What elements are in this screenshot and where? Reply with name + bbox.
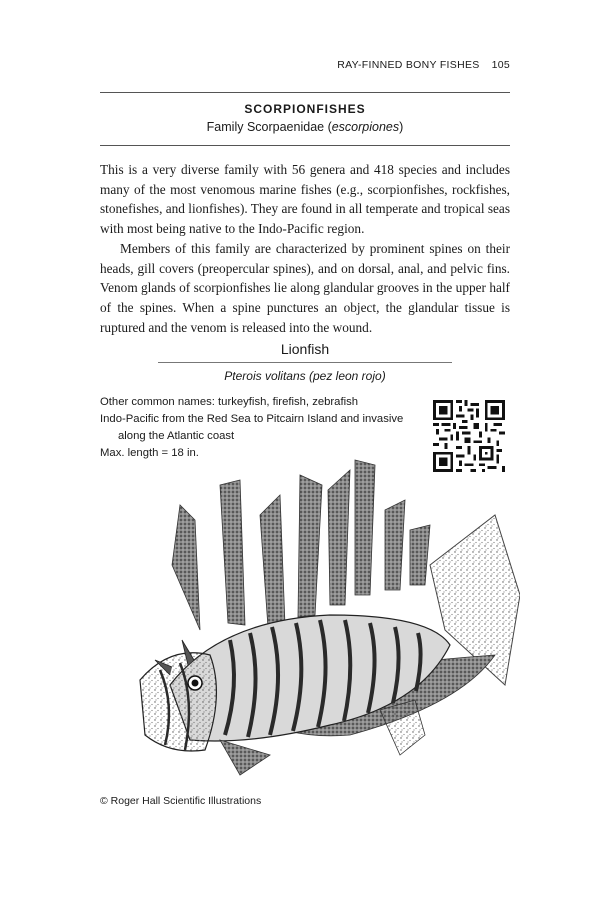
family-subtitle — [100, 120, 510, 134]
section-title: RAY-FINNED BONY FISHES — [337, 59, 480, 71]
running-head — [100, 59, 510, 71]
species-scientific-name: Pterois volitans (pez leon rojo) — [224, 369, 386, 383]
species-facts — [100, 394, 420, 462]
intro-paragraph-1: This is a very diverse family with 56 genera and 418 species and includes many of the most venomous marine fishes (e.g., scorpionfishes, rockfishes, stonefishes, and lionfishes). They are found in all temperate and tropical seas with most being native to the Indo-Pacific region. — [100, 162, 510, 237]
species-divider — [158, 362, 452, 363]
max-length: Max. length = 18 in. — [100, 447, 199, 459]
family-title: SCORPIONFISHES — [244, 102, 366, 116]
family-subtitle-spanish: escorpiones — [331, 120, 400, 134]
family-divider — [100, 145, 510, 146]
intro-paragraph-2: Members of this family are characterized by prominent spines on their heads, gill covers (preopercular spines), and on dorsal, anal, and pelvic fins. Venom glands of scorpionfishes lie along glandular grooves in the upper half of the spines. When a spine punctures an object, the glandular tissue is ruptured and the venom is released into the wound. — [100, 240, 510, 335]
page-number: 105 — [491, 59, 510, 71]
illustration-credit: © Roger Hall Scientific Illustrations — [100, 795, 262, 807]
family-subtitle-suffix: ) — [399, 120, 404, 134]
range: Indo-Pacific from the Red Sea to Pitcairn Island and invasive along the Atlantic coast — [100, 413, 404, 442]
header-divider — [100, 92, 510, 93]
other-names: Other common names: turkeyfish, firefish, zebrafish — [100, 396, 359, 408]
intro-text — [100, 160, 510, 337]
family-subtitle-prefix: Family Scorpaenidae ( — [206, 120, 332, 134]
lionfish-illustration — [100, 455, 520, 785]
species-common-name: Lionfish — [280, 341, 330, 357]
